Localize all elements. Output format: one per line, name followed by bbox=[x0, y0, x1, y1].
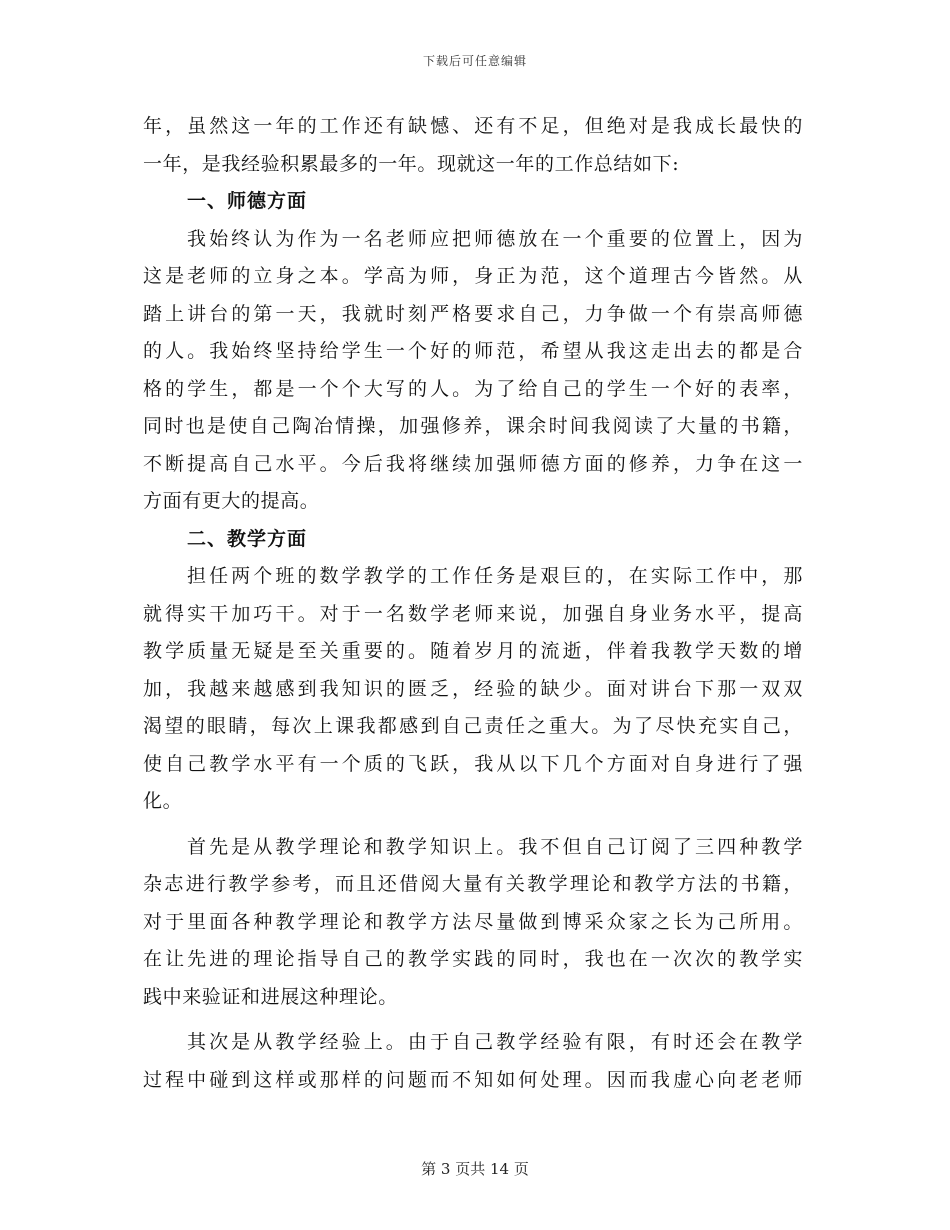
body-line: 一年，是我经验积累最多的一年。现就这一年的工作总结如下: bbox=[143, 152, 680, 175]
body-line: 的人。我始终坚持给学生一个好的师范，希望从我这走出去的都是合 bbox=[143, 340, 803, 362]
body-line: 方面有更大的提高。 bbox=[143, 490, 320, 512]
body-line: 在让先进的理论指导自己的教学实践的同时，我也在一次次的教学实 bbox=[143, 948, 803, 970]
body-line: 这是老师的立身之本。学高为师，身正为范，这个道理古今皆然。从 bbox=[143, 265, 803, 287]
body-line: 其次是从教学经验上。由于自己教学经验有限，有时还会在教学 bbox=[187, 1031, 803, 1053]
body-line: 践中来验证和进展这种理论。 bbox=[143, 985, 398, 1008]
body-line: 踏上讲台的第一天，我就时刻严格要求自己，力争做一个有崇高师德 bbox=[143, 302, 803, 325]
document-body bbox=[143, 108, 803, 1099]
section-heading-teaching: 二、教学方面 bbox=[187, 527, 308, 550]
paragraph-gap bbox=[143, 1016, 803, 1024]
body-line: 首先是从教学理论和教学知识上。我不但自己订阅了三四种教学 bbox=[187, 835, 803, 858]
body-line: 过程中碰到这样或那样的问题而不知如何处理。因而我虚心向老老师 bbox=[143, 1068, 803, 1091]
body-line: 我始终认为作为一名老师应把师德放在一个重要的位置上，因为 bbox=[187, 227, 803, 250]
body-line: 就得实干加巧干。对于一名数学老师来说，加强自身业务水平，提高 bbox=[143, 602, 803, 625]
body-line: 杂志进行教学参考，而且还借阅大量有关教学理论和教学方法的书籍， bbox=[143, 873, 803, 895]
section-heading-teacher-ethics: 一、师德方面 bbox=[187, 190, 308, 212]
page-header: 下载后可任意编辑 bbox=[422, 54, 527, 68]
body-line: 担任两个班的数学教学的工作任务是艰巨的，在实际工作中，那 bbox=[187, 565, 803, 587]
body-line: 格的学生，都是一个个大写的人。为了给自己的学生一个好的表率， bbox=[143, 377, 803, 400]
body-line: 对于里面各种教学理论和教学方法尽量做到博采众家之长为己所用。 bbox=[143, 910, 803, 933]
body-line: 使自己教学水平有一个质的飞跃，我从以下几个方面对自身进行了强 bbox=[143, 752, 803, 775]
body-line: 加，我越来越感到我知识的匮乏，经验的缺少。面对讲台下那一双双 bbox=[143, 677, 803, 700]
body-line: 教学质量无疑是至关重要的。随着岁月的流逝，伴着我教学天数的增 bbox=[143, 640, 803, 662]
body-line: 化。 bbox=[143, 790, 183, 812]
body-line: 不断提高自己水平。今后我将继续加强师德方面的修养，力争在这一 bbox=[143, 452, 803, 475]
paragraph-gap bbox=[143, 821, 803, 829]
body-line: 渴望的眼睛，每次上课我都感到自己责任之重大。为了尽快充实自己， bbox=[143, 715, 803, 737]
page-footer: 第 3 页共 14 页 bbox=[421, 1160, 529, 1178]
body-line: 年，虽然这一年的工作还有缺憾、还有不足，但绝对是我成长最快的 bbox=[143, 115, 803, 137]
body-line: 同时也是使自己陶冶情操，加强修养，课余时间我阅读了大量的书籍， bbox=[143, 415, 803, 437]
